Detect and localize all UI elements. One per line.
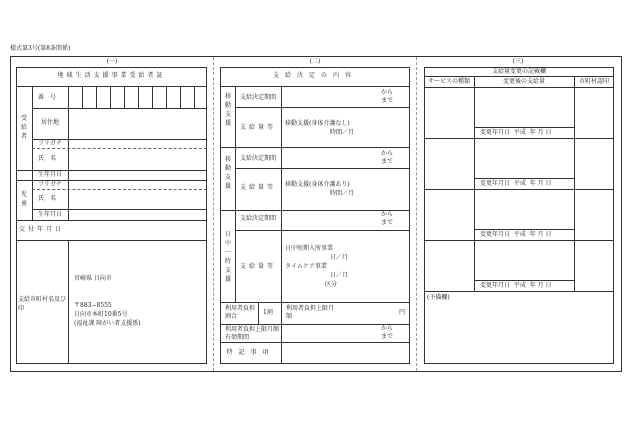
child-birth-label: 生年月日 bbox=[37, 211, 62, 218]
mobility-label-1: 移動支援 bbox=[224, 93, 231, 127]
period-label-3: 支給決定期間 bbox=[240, 215, 277, 222]
service-type-header: サービスの種類 bbox=[427, 78, 470, 85]
from-label-1: から bbox=[381, 89, 394, 96]
issuer-department: (福祉課 障がい者支援係) bbox=[74, 320, 141, 327]
decision-title: 支給決定の内容 bbox=[272, 72, 357, 79]
reserve-label: (予備欄) bbox=[427, 294, 450, 301]
child-furigana-label: フリガナ bbox=[38, 181, 62, 188]
from-label-4: から bbox=[381, 325, 394, 332]
yen-label: 円 bbox=[399, 309, 406, 316]
child-label: 児童 bbox=[20, 191, 27, 207]
from-label-2: から bbox=[381, 150, 394, 157]
change-date-2: 変更年月日 平成 年 月 日 bbox=[480, 180, 552, 187]
notes-label: 特記事項 bbox=[226, 349, 275, 356]
change-date-3: 変更年月日 平成 年 月 日 bbox=[480, 231, 552, 238]
copay-ratio-value: 1割 bbox=[263, 309, 273, 316]
certifier-header: 市町村認印 bbox=[578, 78, 609, 85]
amount-label-1: 支給量等 bbox=[240, 124, 277, 131]
furigana-label: フリガナ bbox=[38, 140, 62, 147]
change-date-1: 変更年月日 平成 年 月 日 bbox=[480, 129, 552, 136]
form-number: 様式第3号(第8条関係) bbox=[10, 45, 71, 52]
name-label: 氏名 bbox=[37, 155, 62, 162]
changes-title: 支給量変更の記載欄 bbox=[491, 68, 546, 75]
mobility-with-care: 移動支援(身体介護あり) bbox=[285, 181, 350, 188]
new-amount-header: 変更後の支給量 bbox=[502, 78, 545, 85]
issue-date-label: 交付年月日 bbox=[19, 226, 65, 233]
mobility-no-care: 移動支援(身体介護なし) bbox=[285, 120, 350, 127]
to-label-4: まで bbox=[381, 333, 394, 340]
child-name-label: 氏名 bbox=[37, 195, 62, 202]
issuer-label: 支給市町村名及び印 bbox=[18, 296, 67, 312]
panel-label-2: (二) bbox=[309, 58, 321, 65]
issuer-city: 宮崎県 日向市 bbox=[74, 275, 112, 282]
address-label: 居住地 bbox=[40, 119, 59, 126]
number-label: 番号 bbox=[37, 94, 62, 101]
mobility-label-2: 移動支援 bbox=[224, 156, 231, 190]
panel-label-3: (三) bbox=[512, 58, 524, 65]
to-label-1: まで bbox=[381, 97, 394, 104]
changes-frame bbox=[424, 67, 614, 364]
birth-label: 生年月日 bbox=[37, 171, 62, 178]
to-label-2: まで bbox=[381, 158, 394, 165]
fold-line-2 bbox=[416, 57, 417, 371]
day-short-stay: 日中短期入所事業 bbox=[285, 245, 334, 252]
period-label-1: 支給決定期間 bbox=[240, 94, 277, 101]
days-per-month-2: 日／月 bbox=[330, 272, 349, 279]
from-label-3: から bbox=[381, 211, 394, 218]
amount-label-3: 支給量等 bbox=[240, 263, 277, 270]
day-time-care: タイムケア事業 bbox=[285, 263, 327, 270]
days-per-month-1: 日／月 bbox=[330, 254, 349, 261]
copay-cap-label: 利用者負担上限月額 bbox=[286, 305, 335, 321]
certificate-title: 地域生活支援事業受給者証 bbox=[57, 72, 166, 79]
amount-label-2: 支給量等 bbox=[240, 184, 277, 191]
hours-per-month-2: 時間／月 bbox=[330, 190, 355, 197]
period-label-2: 支給決定期間 bbox=[240, 155, 277, 162]
recipient-label: 受給者 bbox=[20, 115, 27, 140]
day-support-label: 日中一時支援 bbox=[224, 231, 231, 283]
copay-cap-period-label: 利用者負担上限月額有効期間 bbox=[225, 326, 280, 342]
panel-label-1: (一) bbox=[106, 58, 118, 65]
copay-ratio-label: 利用者負担割合 bbox=[225, 305, 256, 321]
to-label-3: まで bbox=[381, 219, 394, 226]
category-label: 区分 bbox=[325, 281, 338, 288]
fold-line-1 bbox=[213, 57, 214, 371]
issuer-street: 日向市本町10番5号 bbox=[74, 311, 128, 318]
change-date-4: 変更年月日 平成 年 月 日 bbox=[480, 282, 552, 289]
issuer-postal: 〒883−8555 bbox=[74, 302, 112, 309]
hours-per-month-1: 時間／月 bbox=[330, 129, 355, 136]
